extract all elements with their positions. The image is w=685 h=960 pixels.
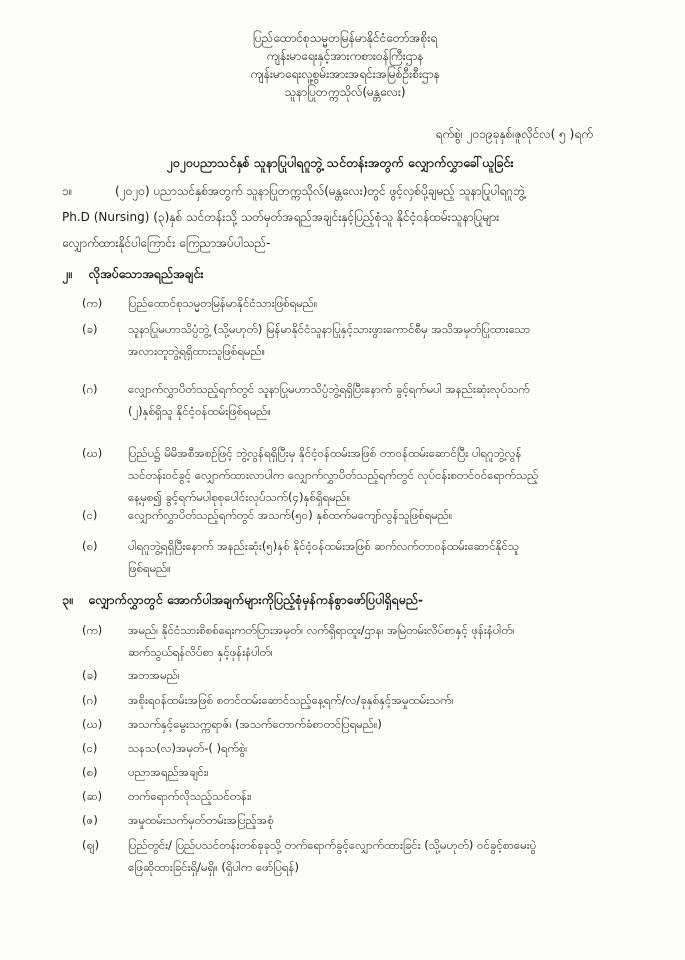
section-3-item [82, 689, 642, 711]
section-3-item [82, 619, 642, 663]
item-marker: (ဂ) [82, 693, 98, 707]
section-3-item [82, 809, 642, 831]
section-2-number: ၂။ [62, 266, 72, 281]
item-text: ပညာအရည်အချင်း၊ [128, 765, 209, 779]
section-3-item [82, 785, 642, 807]
section-2-item [82, 504, 642, 526]
header-line-government: ပြည်ထောင်စုသမ္မတမြန်မာနိုင်ငံတော်အစိုးရ [252, 31, 438, 45]
section-2-heading [62, 266, 204, 285]
item-marker: (က) [82, 623, 103, 637]
section-3-item [82, 737, 642, 759]
section-3-item [82, 834, 642, 878]
item-marker: (က) [82, 296, 103, 310]
section-2-item [82, 378, 642, 422]
intro-number: ၁။ [62, 184, 73, 198]
item-marker: (စ) [82, 539, 98, 553]
header-line-department: ကျန်းမာရေးလူ့စွမ်းအားအရင်းအမြစ်ဦးစီးဌာန [250, 67, 440, 81]
item-text: သင်တန်းဝင်ခွင့် လျှောက်ထားလာပါက လျှောက်လွှာပိတ်သည့်ရက်တွင် လုပ်ငန်းစတင်ဝင်ရောက်သည့် [128, 468, 539, 482]
section-2-item [82, 535, 642, 579]
item-marker: (ဆ) [82, 789, 103, 803]
item-text: လျှောက်လွှာပိတ်သည့်ရက်တွင် သူနာပြုမဟာသိပ္ပံဘွဲ့ရရှိပြီးနောက် ခွင့်ရက်မပါ အနည်းဆုံးလုပ်သက် [128, 382, 530, 396]
item-marker: (ခ) [82, 668, 98, 682]
document-date: ရက်စွဲ၊ ၂၀၁၉ခုနှစ်၊ဇူလိုင်လ( ၅ )ရက် [435, 127, 593, 141]
header-line-ministry: ကျန်းမာရေးနှင့်အားကစားဝန်ကြီးဌာန [266, 49, 424, 63]
item-marker: (ဂ) [82, 382, 98, 396]
item-text: နေ့မှစ၍ ခွင့်ရက်မပါစုစုပေါင်းလုပ်သက်(၄)နှစ်ရှိရမည်။ [128, 490, 351, 504]
item-text: ဖြေဆိုထားခြင်းရှိ/မရှိ။ (ရှိပါက ဖော်ပြရန်) [128, 860, 299, 874]
header-line-university: သူနာပြုတက္ကသိုလ်(မန္တလေး) [284, 85, 406, 99]
item-text: ပြည်ပ၌ မိမိအစီအစဉ်ဖြင့် ဘွဲ့လွန်ရရှိပြီးမှ နိုင်ငံ့ဝန်ထမ်းအဖြစ် တာဝန်ထမ်းဆောင်ပြီး ပါရဂူဘွဲ့လွန် [128, 446, 522, 460]
section-2-title: လိုအပ်သောအရည်အချင်း [88, 266, 204, 281]
item-marker: (ဃ) [82, 446, 103, 460]
intro-line-2: Ph.D (Nursing) (၃)နှစ် သင်တန်းသို့ သတ်မှတ်အရည်အချင်းနှင့်ပြည့်စုံသူ နိုင်ငံ့ဝန်ထမ်းသူနာပြုများ [62, 210, 500, 224]
item-marker: (ဃ) [82, 717, 103, 731]
item-text: (၂)နှစ်ရှိသူ နိုင်ငံ့ဝန်ထမ်းဖြစ်ရမည်။ [128, 404, 271, 418]
section-3-number: ၃။ [62, 592, 73, 607]
item-text: သနသ(လ)အမှတ်-( )ရက်စွဲ၊ [128, 741, 248, 755]
item-marker: (င) [82, 741, 98, 755]
section-3-heading [62, 592, 423, 611]
item-text: ပြည်တွင်း/ ပြည်ပသင်တန်းတစ်ခုခုသို့ တက်ရောက်ခွင့်လျှောက်ထားခြင်း (သို့မဟုတ်) ဝင်ခွင့်စာမေးပွဲ [128, 838, 537, 852]
intro-line-1: (၂၀၂၀) ပညာသင်နှစ်အတွက် သူနာပြုတက္ကသိုလ်(မန္တလေး)တွင် ဖွင့်လှစ်ပို့ချမည့် သူနာပြုပါရဂူဘွဲ့ [115, 184, 525, 198]
document-title: ၂၀၂၀ပညာသင်နှစ် သူနာပြုပါရဂူဘွဲ့ သင်တန်းအတွက် လျှောက်လွှာခေါ်ယူခြင်း [166, 155, 514, 170]
item-text: လျှောက်လွှာပိတ်သည့်ရက်တွင် အသက်(၅၀) နှစ်ထက်မကျော်လွန်သူဖြစ်ရမည်။ [128, 508, 453, 522]
item-marker: (င) [82, 508, 98, 522]
item-text: သူနာပြုမဟာသိပ္ပံဘွဲ့ (သို့မဟုတ်) မြန်မာနိုင်ငံသူနာပြုနှင့်သားဖွားကောင်စီမှ အသိအမှတ်ပြုထားသော [128, 322, 531, 336]
section-2-item [82, 292, 642, 314]
item-marker: (ခ) [82, 322, 98, 336]
item-text: ပြည်ထောင်စုသမ္မတမြန်မာနိုင်ငံသားဖြစ်ရမည်။ [128, 296, 318, 310]
intro-line-3: လျှောက်ထားနိုင်ပါကြောင်း ကြေညာအပ်ပါသည်- [62, 236, 271, 250]
item-marker: (ဈ) [82, 838, 100, 852]
item-text: အမည်၊ နိုင်ငံသားစိစစ်ရေးကတ်ပြားအမှတ်၊ လက်ရှိရာထူး/ဌာန၊ အမြဲတမ်းလိပ်စာနှင့် ဖုန်းနံပါတ်၊ [128, 623, 515, 637]
item-text: အလားတူဘွဲ့ရရှိထားသူဖြစ်ရမည်။ [128, 344, 266, 358]
section-3-item [82, 713, 642, 735]
item-text: အမှုထမ်းသက်မှတ်တမ်းအပြည့်အစုံ [128, 813, 274, 827]
section-3-title: လျှောက်လွှာတွင် အောက်ပါအချက်များကိုပြည့်စုံမှန်ကန်စွာဖော်ပြပါရှိရမည်- [88, 592, 424, 607]
item-text: တက်ရောက်လိုသည့်သင်တန်း၊ [128, 789, 252, 803]
section-3-item [82, 664, 642, 686]
item-text: ပါရဂူဘွဲ့ရရှိပြီးနောက် အနည်းဆုံး(၅)နှစ် နိုင်ငံ့ဝန်ထမ်းအဖြစ် ဆက်လက်တာဝန်ထမ်းဆောင်နိုင်သူ [128, 539, 520, 553]
item-text: အသက်နှင့်မွေးသက္ကရာဇ်၊ (အသက်တောက်ခံစာတင်ပြရမည်။) [128, 717, 382, 731]
section-2-item [82, 318, 642, 362]
item-text: ဆက်သွယ်ရန်လိပ်စာ နှင့်ဖုန်းနံပါတ်၊ [128, 645, 273, 659]
section-2-item [82, 442, 642, 508]
item-marker: (ဇ) [82, 813, 98, 827]
item-text: အစိုးရဝန်ထမ်းအဖြစ် စတင်ထမ်းဆောင်သည့်နေ့ရက်/လ/ခုနှစ်နှင့်အမှုထမ်းသက်၊ [128, 693, 454, 707]
item-marker: (စ) [82, 765, 98, 779]
item-text: ဖြစ်ရမည်။ [128, 561, 171, 575]
section-3-item [82, 761, 642, 783]
item-text: အဘအမည်၊ [128, 668, 180, 682]
